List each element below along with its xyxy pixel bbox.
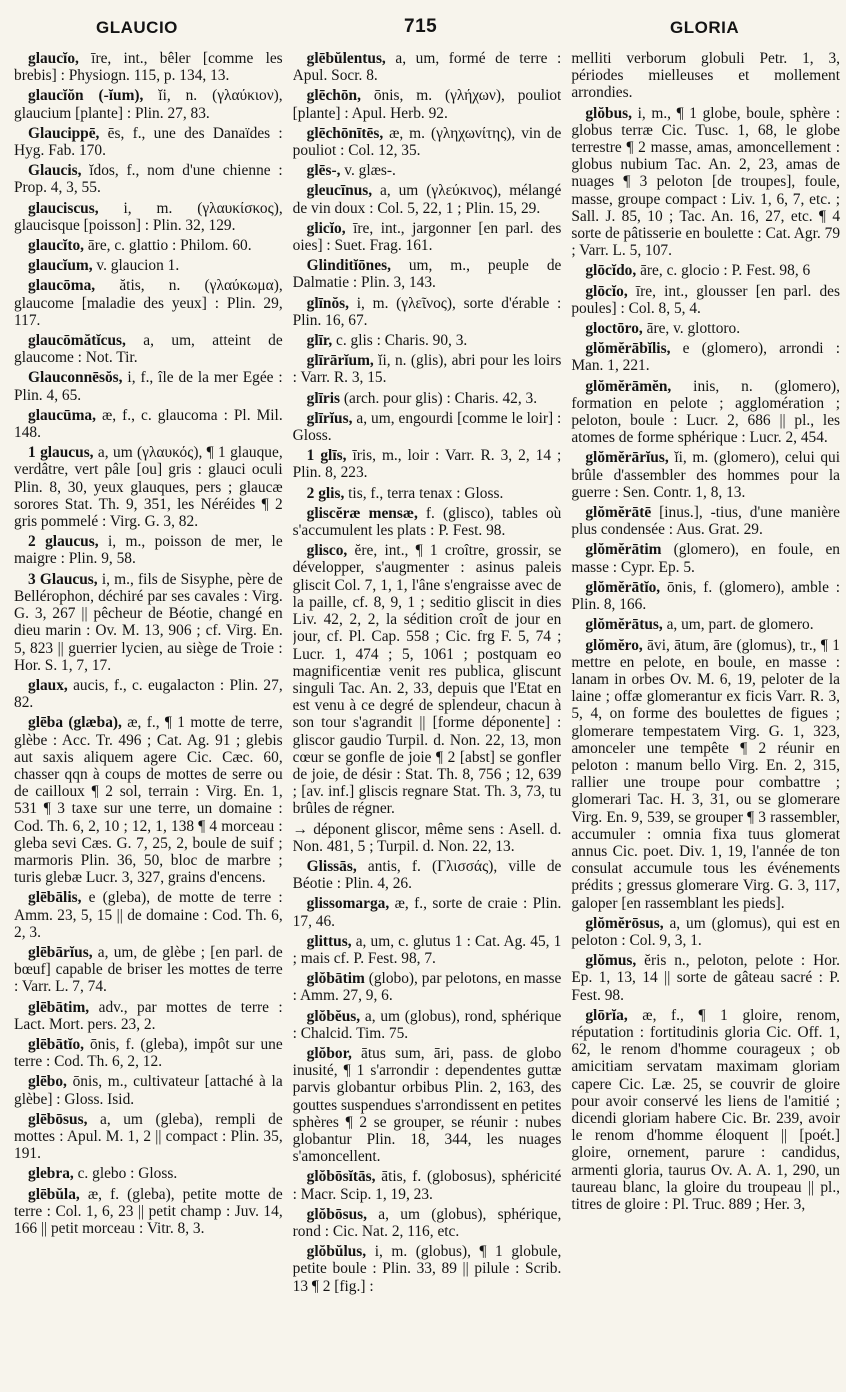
entry-headword: glicĭo,: [306, 219, 346, 237]
entry-headword: Glissās,: [306, 857, 357, 875]
entry-headword: glauciscus,: [28, 199, 99, 217]
entry-definition: a, um, atteint de glaucome : Not. Tir.: [14, 332, 283, 367]
dictionary-entry: [571, 262, 840, 279]
entry-headword: glōcĭdo,: [585, 262, 637, 280]
entry-definition: → déponent gliscor, même sens : Asell. d. Non. 481, 5 ; Turpil. d. Non. 22, 13.: [292, 820, 562, 855]
entry-headword: glēs-,: [306, 162, 341, 180]
dictionary-entry: [14, 533, 283, 567]
dictionary-entry: [14, 889, 283, 941]
entry-headword: glŏbĕus,: [306, 1007, 361, 1025]
entry-definition: āvi, ātum, āre (glomus), tr., ¶ 1 mettre en pelote, en boule, en masse : lanam in orbes Ov. M. 6, 19, peloter de la laine ; offæ glomerantur ex ficis Varr. R. 3, 5, 4, on forme des boulettes de figues ; glomerare tempestatem Virg. G. 1, 323, amonceler une tempête ¶ 2 réunir en peloton : manum bello Virg. En. 2, 315, rallier une troupe pour combattre ; glomerari Tac. H. 3, 31, ou se glomerare Virg. En. 9, 539, se grouper ¶ 3 rassembler, accumuler : omnia fixa tuus glomerat annus Cic. poet. Div. 1, 19, l'année de ton consulat accumule tous les événements prédits ; gressus glomerare Virg. G. 3, 117, galoper [en rassemblant les pieds].: [571, 636, 841, 912]
dictionary-entry: [293, 447, 562, 481]
dictionary-entry: [14, 1111, 283, 1163]
dictionary-entry: [293, 257, 562, 291]
dictionary-entry: [293, 1008, 562, 1042]
dictionary-entry: [14, 125, 283, 159]
dictionary-entry: [571, 579, 840, 613]
entry-headword: 2 glaucus,: [28, 533, 99, 551]
dictionary-entry: [14, 162, 283, 196]
entry-definition: ĕris n., peloton, pelote : Hor. Ep. 1, 13, 14 || sorte de gâteau sacré : P. Fest. 98.: [571, 952, 841, 1004]
entry-headword: glēchōnītēs,: [306, 124, 384, 142]
column-middle: [293, 50, 562, 1298]
entry-headword: glaucōmătĭcus,: [28, 332, 126, 350]
entry-headword: Glaucis,: [28, 162, 82, 180]
entry-definition: āre, c. glattio : Philom. 60.: [84, 237, 252, 255]
entry-headword: 2 glis,: [306, 484, 345, 502]
entry-definition: ĭdos, f., nom d'une chienne : Prop. 4, 3, 55.: [14, 162, 283, 197]
dictionary-entry: [293, 410, 562, 444]
entry-definition: i, m. (globus), ¶ 1 globule, petite boule : Plin. 33, 89 || pilule : Scrib. 13 ¶ 2 [fig.] :: [292, 1243, 562, 1295]
entry-headword: 3 Glaucus,: [28, 570, 98, 588]
entry-definition: v. glaucion 1.: [92, 257, 180, 275]
dictionary-entry: [571, 504, 840, 538]
entry-definition: āre, c. glocio : P. Fest. 98, 6: [636, 262, 811, 280]
entry-definition: æ, f. (gleba), petite motte de terre : Col. 1, 6, 23 || petit champ : Juv. 14, 166 || petit morceau : Vitr. 8, 3.: [14, 1185, 283, 1237]
entry-definition: e (glomero), arrondi : Man. 1, 221.: [571, 340, 841, 375]
dictionary-entry: [293, 895, 562, 929]
dictionary-entry: [571, 320, 840, 337]
dictionary-entry: [293, 1168, 562, 1202]
dictionary-entry: [571, 378, 840, 447]
entry-headword: glŏbus,: [585, 104, 632, 122]
dictionary-entry: [571, 105, 840, 260]
dictionary-entry: [293, 485, 562, 502]
entry-headword: glŏbŭlus,: [306, 1243, 367, 1261]
entry-headword: glittus,: [306, 932, 352, 950]
dictionary-entry: [293, 821, 562, 855]
entry-definition: c. glis : Charis. 90, 3.: [332, 332, 468, 350]
entry-definition: āre, v. glottoro.: [642, 320, 741, 338]
dictionary-entry: [571, 340, 840, 374]
entry-headword: glīnŏs,: [306, 294, 350, 312]
dictionary-entry: [293, 970, 562, 1004]
entry-headword: glaucōma,: [28, 277, 96, 295]
entry-definition: ātus sum, āri, pass. de globo inusité, ¶ 1 s'arrondir : dependentes guttæ parvis globantur orbibus Plin. 2, 163, des gouttes suspendues s'arrondissent en petites sphères ¶ 2 se grouper, se réunir : nubes globantur Plin. 18, 344, les nuages s'amoncellent.: [292, 1044, 562, 1166]
dictionary-entry: [571, 283, 840, 317]
dictionary-entry: [293, 220, 562, 254]
dictionary-entry: [571, 50, 840, 102]
dictionary-entry: [14, 999, 283, 1033]
dictionary-entry: [293, 542, 562, 817]
dictionary-entry: [293, 87, 562, 121]
entry-definition: ōnis, m. (γλήχων), pouliot [plante] : Apul. Herb. 92.: [292, 87, 562, 122]
dictionary-entry: [14, 1165, 283, 1182]
column-left: [14, 50, 283, 1298]
header-left-guideword: GLAUCIO: [96, 18, 178, 37]
header-right-guideword: GLORIA: [670, 18, 740, 37]
entry-definition: i, m., poisson de mer, le maigre : Plin. 9, 58.: [14, 533, 283, 568]
entry-headword: glēbātĭo,: [28, 1035, 85, 1053]
entry-headword: glaucūma,: [28, 406, 96, 424]
entry-headword: glebra,: [28, 1165, 74, 1183]
entry-headword: glŏmus,: [585, 952, 637, 970]
dictionary-entry: [571, 915, 840, 949]
entry-definition: e (gleba), de motte de terre : Amm. 23, 5, 15 || de domaine : Cod. Th. 6, 2, 3.: [14, 889, 283, 941]
entry-definition: ătis, n. (γλαύκωμα), glaucome [maladie des yeux] : Plin. 29, 117.: [14, 277, 283, 329]
entry-definition: a, um, engourdi [comme le loir] : Gloss.: [292, 409, 562, 445]
dictionary-entry: [14, 87, 283, 121]
entry-definition: c. glebo : Gloss.: [73, 1165, 178, 1183]
entry-definition: v. glæs-.: [340, 162, 396, 180]
dictionary-entry: [14, 277, 283, 329]
dictionary-entry: [293, 295, 562, 329]
entry-headword: glŏmĕrārĭus,: [585, 449, 669, 467]
entry-definition: [inus.], -tius, d'une manière plus condensée : Aus. Grat. 29.: [571, 504, 841, 539]
dictionary-entry: [293, 50, 562, 84]
entry-definition: i, m., ¶ 1 globe, boule, sphère : globus terræ Cic. Tusc. 1, 68, le globe terrestre ¶ 2 masse, amas, amoncellement : globus nubium Tac. An. 2, 23, amas de nuages ¶ 3 peloton [de troupes], foule, masse, groupe compact : Liv. 1, 6, 7, etc. ; Sall. J. 85, 10 ; Tac. An. 16, 27, etc. ¶ 4 sorte de pâtisserie en boulette : Cat. Agr. 79 ; Varr. L. 5, 107.: [571, 104, 841, 260]
entry-definition: a, um (globus), rond, sphérique : Chalcid. Tim. 75.: [292, 1007, 562, 1042]
entry-definition: æ, f., sorte de craie : Plin. 17, 46.: [292, 895, 562, 930]
entry-definition: æ, f., ¶ 1 motte de terre, glèbe : Acc. Tr. 496 ; Cat. Ag. 91 ; glebis aut saxis aliquem agere Cic. Cæc. 60, chasser qqn à coups de mottes de serre ou de cailloux ¶ 2 sol, terrain : Virg. En. 1, 531 ¶ 3 taxe sur une terre, un domaine : Cod. Th. 6, 2, 10 ; 12, 1, 138 ¶ 4 morceau : gleba sevi Cæs. G. 7, 25, 2, boule de suif ; marmoris Plin. 36, 50, bloc de marbre ; turis glebæ Lucr. 3, 327, grains d'encens.: [14, 714, 283, 887]
dictionary-entry: [571, 541, 840, 575]
entry-definition: um, m., peuple de Dalmatie : Plin. 3, 143.: [292, 257, 562, 292]
entry-headword: glēbārĭus,: [28, 943, 93, 961]
dictionary-entry: [293, 162, 562, 179]
entry-definition: a, um, part. de glomero.: [662, 616, 814, 634]
dictionary-entry: [571, 449, 840, 501]
entry-headword: glŏmĕrātus,: [585, 616, 663, 634]
dictionary-entry: [14, 571, 283, 674]
entry-definition: æ, f., ¶ 1 gloire, renom, réputation : fortitudinis gloria Cic. Off. 1, 62, le renom d'homme courageux ; ob amicitiam servatam maximam gloriam capere Cic. Læ. 25, se couvrir de gloire pour avoir conservé les liens de l'amitié ; dicendi gloriam habere Cic. Br. 239, avoir le renom d'homme éloquent || [poét.] gloire, ornement, parure : candidus, armenti gloria, taurus Ov. A. A. 1, 290, un taureau blanc, la gloire du troupeau || pl., titres de gloire : Pl. Truc. 889 ; Her. 3,: [571, 1006, 841, 1213]
entry-definition: ĭi, m. (glomero), celui qui brûle d'assembler des hommes pour la guerre : Sen. Contr. 1, 8, 13.: [571, 449, 841, 501]
entry-definition: a, um (globus), sphérique, rond : Cic. Nat. 2, 116, etc.: [292, 1205, 562, 1240]
dictionary-entry: [293, 352, 562, 386]
entry-definition: īre, int., glousser [en parl. des poules] : Col. 8, 5, 4.: [571, 282, 841, 317]
entry-headword: glīr,: [306, 332, 333, 350]
entry-definition: ēs, f., une des Danaïdes : Hyg. Fab. 170.: [14, 124, 283, 160]
dictionary-entry: [14, 1036, 283, 1070]
entry-headword: Glinditĭōnes,: [306, 257, 391, 275]
dictionary-entry: [293, 1243, 562, 1295]
page-number: 715: [404, 16, 438, 37]
entry-definition: a, um, de glèbe ; [en parl. de bœuf] capable de briser les mottes de terre : Varr. L. 7, 74.: [14, 943, 283, 996]
column-right: [571, 50, 840, 1298]
entry-headword: glŏmĕrātĭo,: [585, 578, 661, 596]
entry-headword: glīrĭus,: [306, 409, 353, 427]
dictionary-entry: [14, 677, 283, 711]
entry-definition: antis, f. (Γλισσάς), ville de Béotie : Plin. 4, 26.: [292, 857, 562, 893]
dictionary-entry: [14, 444, 283, 530]
entry-headword: glēbo,: [28, 1073, 67, 1091]
entry-definition: (globo), par pelotons, en masse : Amm. 27, 9, 6.: [292, 970, 562, 1005]
dictionary-entry: [571, 637, 840, 912]
dictionary-entry: [14, 714, 283, 886]
entry-definition: a, um (glomus), qui est en peloton : Col. 9, 3, 1.: [571, 914, 841, 949]
entry-headword: gloctōro,: [585, 320, 643, 338]
entry-definition: a, um (gleba), rempli de mottes : Apul. M. 1, 2 || compact : Plin. 35, 191.: [14, 1110, 283, 1163]
entry-headword: glaucĭŏn (-ĭum),: [28, 87, 144, 105]
dictionary-entry: [571, 1007, 840, 1213]
entry-definition: ōnis, f. (glomero), amble : Plin. 8, 166.: [571, 578, 841, 614]
entry-definition: tis, f., terra tenax : Gloss.: [344, 484, 504, 502]
entry-headword: glaucĭto,: [28, 237, 85, 255]
entry-definition: aucis, f., c. eugalacton : Plin. 27, 82.: [14, 676, 283, 712]
entry-headword: glēbātim,: [28, 998, 90, 1016]
entry-definition: i, m. (γλαυκίσκος), glaucisque [poisson] : Plin. 32, 129.: [14, 199, 283, 234]
dictionary-entry: [293, 1045, 562, 1165]
entry-headword: glīrārĭum,: [306, 352, 374, 370]
dictionary-entry: [14, 237, 283, 254]
entry-headword: glŏbōsĭtās,: [306, 1168, 376, 1186]
entry-headword: glŏmĕrōsus,: [585, 914, 664, 932]
dictionary-entry: [14, 1073, 283, 1107]
dictionary-entry: [14, 369, 283, 403]
entry-definition: īris, m., loir : Varr. R. 3, 2, 14 ; Plin. 8, 223.: [292, 447, 562, 482]
entry-headword: gliscĕræ mensæ,: [306, 504, 418, 522]
dictionary-entry: [293, 332, 562, 349]
dictionary-entry: [293, 933, 562, 967]
dictionary-entry: [293, 858, 562, 892]
entry-headword: gleucīnus,: [306, 182, 373, 200]
entry-definition: īre, int., bêler [comme les brebis] : Physiogn. 115, p. 134, 13.: [14, 50, 283, 85]
entry-headword: glŏmĕrātē: [585, 504, 652, 522]
entry-definition: a, um (γλεύκινος), mélangé de vin doux : Col. 5, 22, 1 ; Plin. 15, 29.: [292, 182, 562, 217]
dictionary-entry: [14, 200, 283, 234]
entry-definition: i, m. (γλεῖνος), sorte d'érable : Plin. 16, 67.: [292, 294, 562, 329]
entry-definition: ĭi, n. (γλαύκιον), glaucium [plante] : Plin. 27, 83.: [14, 87, 283, 122]
entry-definition: i, m., fils de Sisyphe, père de Bellérophon, déchiré par ses cavales : Virg. G. 3, 267 || pêcheur de Béotie, changé en dieu marin : Ov. M. 13, 906 ; cf. Virg. En. 5, 823 || guerrier lycien, au siège de Troie : Hor. S. 1, 7, 17.: [14, 570, 283, 674]
entry-definition: a, um, formé de terre : Apul. Socr. 8.: [292, 50, 562, 85]
entry-definition: melliti verborum globuli Petr. 1, 3, périodes mielleuses et mollement arrondies.: [571, 50, 841, 102]
entry-headword: glōcĭo,: [585, 282, 628, 300]
entry-definition: inis, n. (glomero), formation en pelote ; agglomération ; peloton, boule : Lucr. 2, 686 || pl., les atomes de forme sphérique : Lucr. 2, 454.: [571, 377, 841, 447]
dictionary-entry: [293, 505, 562, 539]
entry-definition: i, f., île de la mer Egée : Plin. 4, 65.: [14, 369, 283, 404]
entry-definition: ōnis, m., cultivateur [attaché à la glèbe] : Gloss. Isid.: [14, 1073, 283, 1108]
entry-definition: (arch. pour glis) : Charis. 42, 3.: [340, 389, 538, 407]
entry-definition: f. (glisco), tables où s'accumulent les plats : P. Fest. 98.: [292, 504, 562, 540]
entry-headword: glōrĭa,: [585, 1006, 628, 1024]
dictionary-entry: [14, 257, 283, 274]
entry-headword: 1 glīs,: [306, 447, 347, 465]
dictionary-entry: [14, 1186, 283, 1238]
entry-definition: ātis, f. (globosus), sphéricité : Macr. Scip. 1, 19, 23.: [292, 1168, 562, 1203]
entry-headword: glēbālis,: [28, 889, 82, 907]
entry-headword: glŏmĕrābĭlis,: [585, 340, 671, 358]
entry-definition: æ, m. (γληχωνίτης), vin de pouliot : Col. 12, 35.: [292, 124, 562, 160]
dictionary-entry: [293, 182, 562, 216]
entry-definition: ĕre, int., ¶ 1 croître, grossir, se développer, s'augmenter : asinus paleis gliscit Col. 7, 1, 1, l'âne s'engraisse avec de la paille, cf. 8, 9, 1 ; seditio gliscit in dies Liv. 42, 2, 2, la sédition croît de jour en jour, cf. Pl. Cap. 558 ; Cic. frg F. 5, 74 ; Lucr. 1, 474 ; 5, 1061 ; postquam eo magnificentiæ venit res publica, gliscunt singuli Tac. An. 2, 33, depuis que l'Etat en est venu à ce degré de splendeur, chacun à son tour s'agrandit || [forme déponente] : gliscor gaudio Turpil. d. Non. 22, 13, mon cœur se gonfle de joie ¶ 2 [abst] se gonfler de joie, de désir : Stat. Th. 8, 756 ; 12, 639 ; [av. inf.] gliscis regnare Stat. Th. 3, 73, tu brûles de régner.: [292, 542, 562, 818]
entry-definition: ōnis, f. (gleba), impôt sur une terre : Cod. Th. 6, 2, 12.: [14, 1035, 283, 1071]
dictionary-entry: [293, 125, 562, 159]
entry-headword: glisco,: [306, 542, 348, 560]
dictionary-entry: [571, 616, 840, 633]
entry-definition: a, um (γλαυκός), ¶ 1 glauque, verdâtre, vert pâle [ou] gris : glauci oculi Plin. 8, 30, yeux glauques, pers ; glaucæ sorores Stat. Th. 9, 351, les Néréides ¶ 2 gris pommelé : Virg. G. 3, 82.: [14, 444, 283, 531]
entry-headword: glēchōn,: [306, 87, 361, 105]
entry-definition: (glomero), en foule, en masse : Cypr. Ep. 5.: [571, 541, 841, 576]
entry-headword: glŏbātim: [306, 970, 365, 988]
entry-headword: glissomarga,: [306, 895, 390, 913]
dictionary-entry: [14, 50, 283, 84]
entry-headword: glīris: [306, 389, 341, 407]
entry-definition: īre, int., jargonner [en parl. des oies] : Suet. Frag. 161.: [292, 219, 562, 255]
dictionary-entry: [293, 390, 562, 407]
entry-headword: glaucĭum,: [28, 257, 93, 275]
entry-definition: a, um, c. glutus 1 : Cat. Ag. 45, 1 ; mais cf. P. Fest. 98, 7.: [292, 932, 562, 967]
entry-headword: glēbōsus,: [28, 1110, 88, 1128]
entry-headword: glēbŭla,: [28, 1185, 80, 1203]
entry-headword: Glaucippē,: [28, 124, 100, 142]
entry-definition: ĭi, n. (glis), abri pour les loirs : Varr. R. 3, 15.: [292, 352, 562, 387]
dictionary-entry: [293, 1206, 562, 1240]
columns: [14, 50, 840, 1298]
page-header: [0, 12, 846, 46]
dictionary-entry: [14, 944, 283, 996]
dictionary-entry: [14, 332, 283, 366]
entry-headword: glaucĭo,: [28, 50, 79, 67]
entry-definition: adv., par mottes de terre : Lact. Mort. pers. 23, 2.: [14, 998, 283, 1033]
entry-headword: glŏbor,: [306, 1044, 352, 1062]
entry-headword: glŏmĕrātim: [585, 541, 662, 559]
entry-headword: glēbŭlentus,: [306, 50, 386, 67]
entry-definition: æ, f., c. glaucoma : Pl. Mil. 148.: [14, 406, 283, 442]
dictionary-entry: [571, 952, 840, 1004]
entry-headword: 1 glaucus,: [28, 444, 94, 462]
entry-headword: glaux,: [28, 676, 68, 694]
entry-headword: glŏbōsus,: [306, 1205, 367, 1223]
entry-headword: Glauconnēsŏs,: [28, 369, 123, 387]
entry-headword: glŏmĕrāmĕn,: [585, 377, 672, 395]
entry-headword: glēba (glæba),: [28, 714, 122, 732]
dictionary-entry: [14, 407, 283, 441]
entry-headword: glŏmĕro,: [585, 636, 643, 654]
